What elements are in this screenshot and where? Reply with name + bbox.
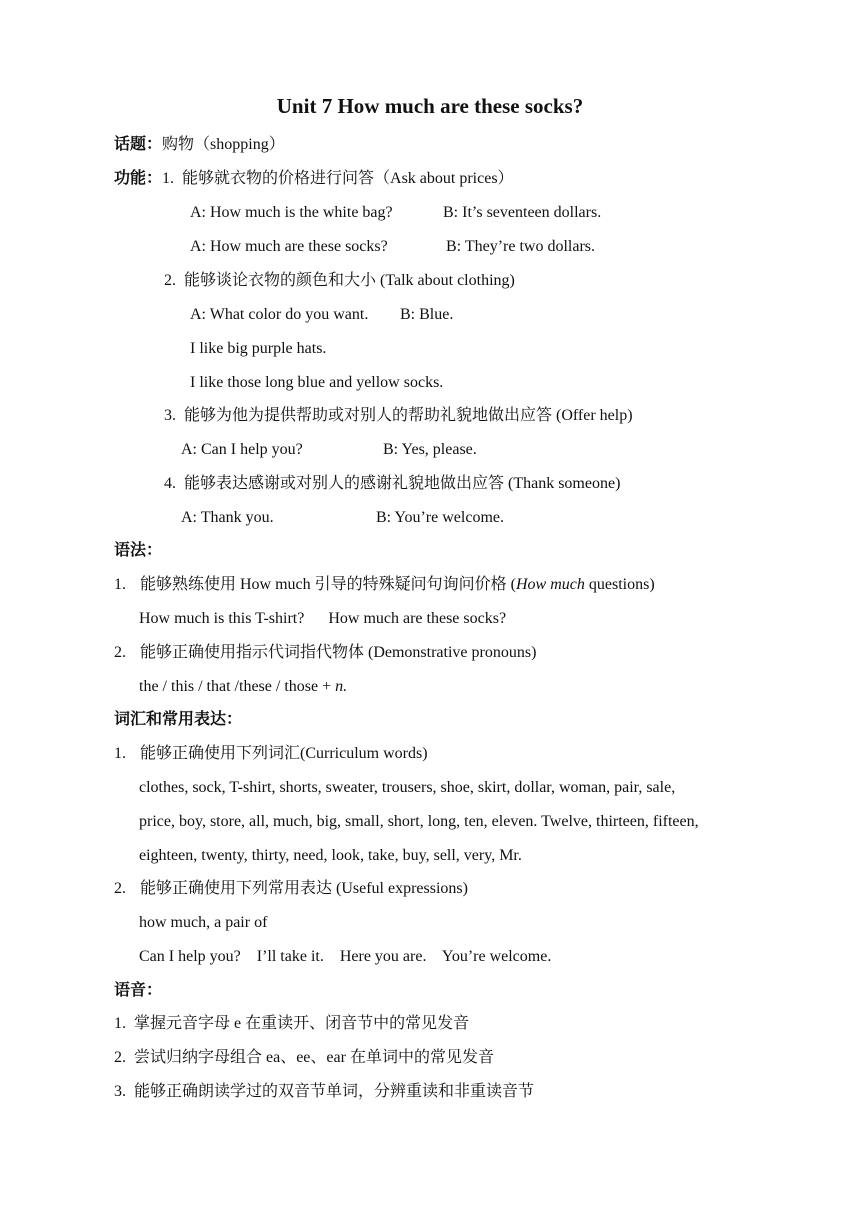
function-item-3-num: 3. [164,407,176,424]
phonetics-label: 语音： [114,982,163,999]
function-item-3-text: 能够为他为提供帮助或对别人的帮助礼貌地做出应答 (Offer help) [184,407,633,424]
grammar-item-1-text-a: 能够熟练使用 How much 引导的特殊疑问句询问价格 ( [140,576,516,593]
function-item-4-text: 能够表达感谢或对别人的感谢礼貌地做出应答 (Thank someone) [184,475,621,492]
function-item-2-example-1-answer [400,305,453,325]
grammar-item-1-num: 1. [114,576,126,593]
example-answer: B: You’re welcome. [376,509,504,526]
phonetics-text: 2. 尝试归纳字母组合 ea、ee、ear 在单词中的常见发音 [114,1049,494,1066]
vocab-words-line-1 [139,778,675,798]
example-question: A: What color do you want. [190,306,369,323]
grammar-item-1 [114,575,655,595]
function-item-2-num: 2. [164,272,176,289]
example-question: A: How much is the white bag? [190,204,393,221]
grammar-item-2-text: 能够正确使用指示代词指代物体 (Demonstrative pronouns) [140,644,537,661]
example-question: A: How much are these socks? [190,238,388,255]
vocab-item-1-num: 1. [114,745,126,762]
topic-label: 话题： [114,136,163,153]
function-item-2-example-1 [190,305,368,325]
phonetics-item-2 [114,1048,494,1068]
function-item-4 [164,474,620,494]
function-item-3-example-1 [181,440,303,460]
grammar-example-a: the / this / that /these / those + [139,678,336,695]
grammar-item-2-num: 2. [114,644,126,661]
vocab-item-1-text: 能够正确使用下列词汇(Curriculum words) [140,745,428,762]
function-item-2 [164,271,515,291]
function-item-2-example-2 [190,339,326,359]
function-item-1-example-2 [190,237,388,257]
function-item-4-example-1 [181,508,274,528]
phonetics-heading [114,981,162,1001]
function-item-1-example-1 [190,203,393,223]
function-line-1 [114,169,514,189]
grammar-item-2 [114,643,536,663]
function-item-2-example-3 [190,373,443,393]
vocab-item-1 [114,744,428,764]
page-title: Unit 7 How much are these socks? [276,94,584,118]
vocab-expressions-line-2 [139,947,551,967]
vocab-words: price, boy, store, all, much, big, small, short, long, ten, eleven. Twelve, thirteen, fifteen, [139,813,699,830]
vocab-words-line-3 [139,846,522,866]
grammar-item-1-text-italic: How much [516,576,585,593]
vocab-words: clothes, sock, T-shirt, shorts, sweater, trousers, shoe, skirt, dollar, woman, pair, sale, [139,779,676,796]
function-item-1-text: 能够就衣物的价格进行问答（Ask about prices） [182,170,514,187]
vocab-words-line-2 [139,812,699,832]
grammar-example-italic: n. [335,678,348,695]
topic-line [114,135,285,155]
example-question: A: Can I help you? [181,441,303,458]
grammar-item-1-text-b: questions) [584,576,655,593]
function-item-1-example-1-answer [443,203,601,223]
phonetics-item-3 [114,1082,534,1102]
phonetics-text: 3. 能够正确朗读学过的双音节单词，分辨重读和非重读音节 [114,1083,535,1100]
vocab-item-2-num: 2. [114,880,126,897]
vocab-label: 词汇和常用表达： [114,711,243,728]
vocab-words: eighteen, twenty, thirty, need, look, take, buy, sell, very, Mr. [139,847,522,864]
vocab-expressions: Can I help you? I’ll take it. Here you are. You’re welcome. [139,948,552,965]
function-item-1-num: 1. [162,170,175,187]
vocab-item-2-text: 能够正确使用下列常用表达 (Useful expressions) [140,880,468,897]
vocab-item-2 [114,879,468,899]
grammar-example: How much is this T-shirt? How much are these socks? [139,610,507,627]
function-item-2-text: 能够谈论衣物的颜色和大小 (Talk about clothing) [184,272,515,289]
example-answer: B: It’s seventeen dollars. [443,204,602,221]
grammar-item-1-example [139,609,506,629]
grammar-item-2-example [139,677,347,697]
phonetics-text: 1. 掌握元音字母 e 在重读开、闭音节中的常见发音 [114,1015,470,1032]
vocab-expressions-line-1 [139,913,267,933]
example-answer: B: They’re two dollars. [446,238,596,255]
vocab-heading [114,710,242,730]
function-item-3-example-1-answer [383,440,477,460]
example-sentence: I like those long blue and yellow socks. [190,374,444,391]
example-question: A: Thank you. [181,509,274,526]
example-sentence: I like big purple hats. [190,340,327,357]
function-item-4-num: 4. [164,475,176,492]
function-item-3 [164,406,633,426]
vocab-expressions: how much, a pair of [139,914,268,931]
function-item-4-example-1-answer [376,508,504,528]
grammar-label: 语法： [114,542,163,559]
example-answer: B: Yes, please. [383,441,477,458]
grammar-heading [114,541,162,561]
phonetics-item-1 [114,1014,469,1034]
function-label: 功能： [114,170,163,187]
topic-text: 购物（shopping） [162,136,285,153]
function-item-1-example-2-answer [446,237,595,257]
example-answer: B: Blue. [400,306,454,323]
